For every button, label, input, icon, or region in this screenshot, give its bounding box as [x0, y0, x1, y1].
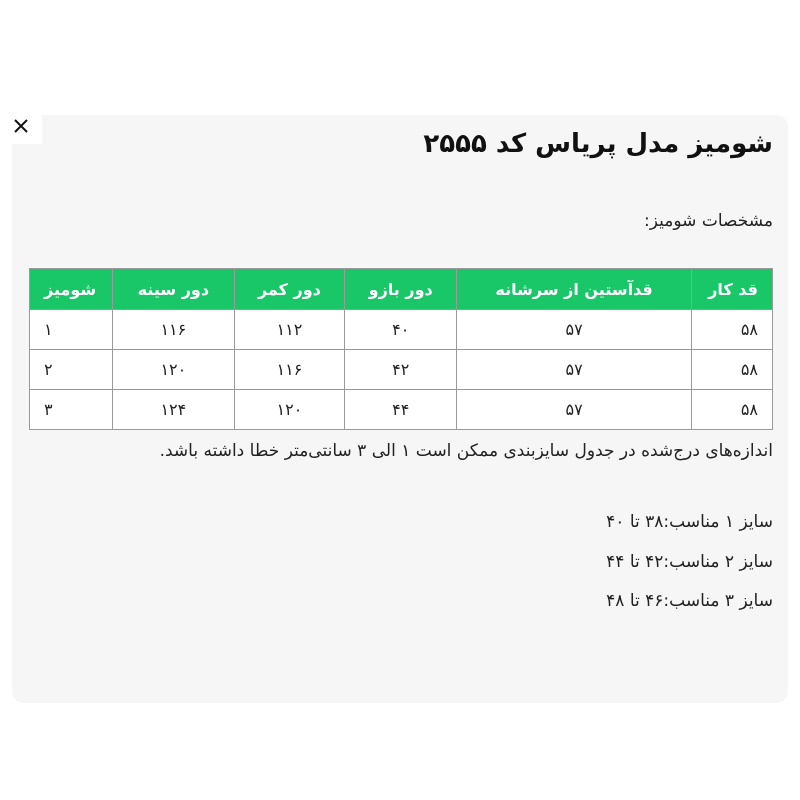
- table-row: [30, 350, 773, 390]
- table-cell: ۴۴: [345, 390, 457, 430]
- table-cell: ۲: [30, 350, 113, 390]
- table-cell: ۱۲۰: [113, 350, 235, 390]
- specs-label: مشخصات شومیز:: [644, 211, 773, 231]
- table-cell: ۱۲۴: [113, 390, 235, 430]
- table-cell: ۵۷: [457, 390, 692, 430]
- table-cell: ۵۷: [457, 310, 692, 350]
- size-fit-line-2: سایز ۲ مناسب:۴۲ تا ۴۴: [606, 552, 773, 572]
- table-cell: ۴۰: [345, 310, 457, 350]
- product-title: شومیز مدل پریاس کد ۲۵۵۵: [423, 129, 773, 159]
- table-row: [30, 390, 773, 430]
- table-cell: ۱۱۶: [234, 350, 344, 390]
- table-row: [30, 310, 773, 350]
- table-cell: ۴۲: [345, 350, 457, 390]
- table-cell: ۱۱۲: [234, 310, 344, 350]
- table-cell: ۵۸: [692, 390, 773, 430]
- modal-content: [12, 115, 773, 611]
- table-cell: ۵۸: [692, 310, 773, 350]
- table-cell: ۱۱۶: [113, 310, 235, 350]
- size-fit-line-1: سایز ۱ مناسب:۳۸ تا ۴۰: [606, 512, 773, 532]
- size-fit-line-3: سایز ۳ مناسب:۴۶ تا ۴۸: [606, 591, 773, 611]
- table-cell: ۵۷: [457, 350, 692, 390]
- table-cell: ۱: [30, 310, 113, 350]
- header-length: قد کار: [692, 269, 773, 310]
- table-cell: ۳: [30, 390, 113, 430]
- table-cell: ۱۲۰: [234, 390, 344, 430]
- table-cell: ۵۸: [692, 350, 773, 390]
- header-chest: دور سینه: [113, 269, 235, 310]
- header-waist: دور کمر: [234, 269, 344, 310]
- header-arm-circumference: دور بازو: [345, 269, 457, 310]
- header-sleeve-length: قدآستین از سرشانه: [457, 269, 692, 310]
- table-header-row: [30, 269, 773, 310]
- size-error-note: اندازه‌های درج‌شده در جدول سایزبندی ممکن است ۱ الی ۳ سانتی‌متر خطا داشته باشد.: [159, 441, 773, 461]
- size-table: [29, 268, 773, 430]
- header-size: شومیز: [30, 269, 113, 310]
